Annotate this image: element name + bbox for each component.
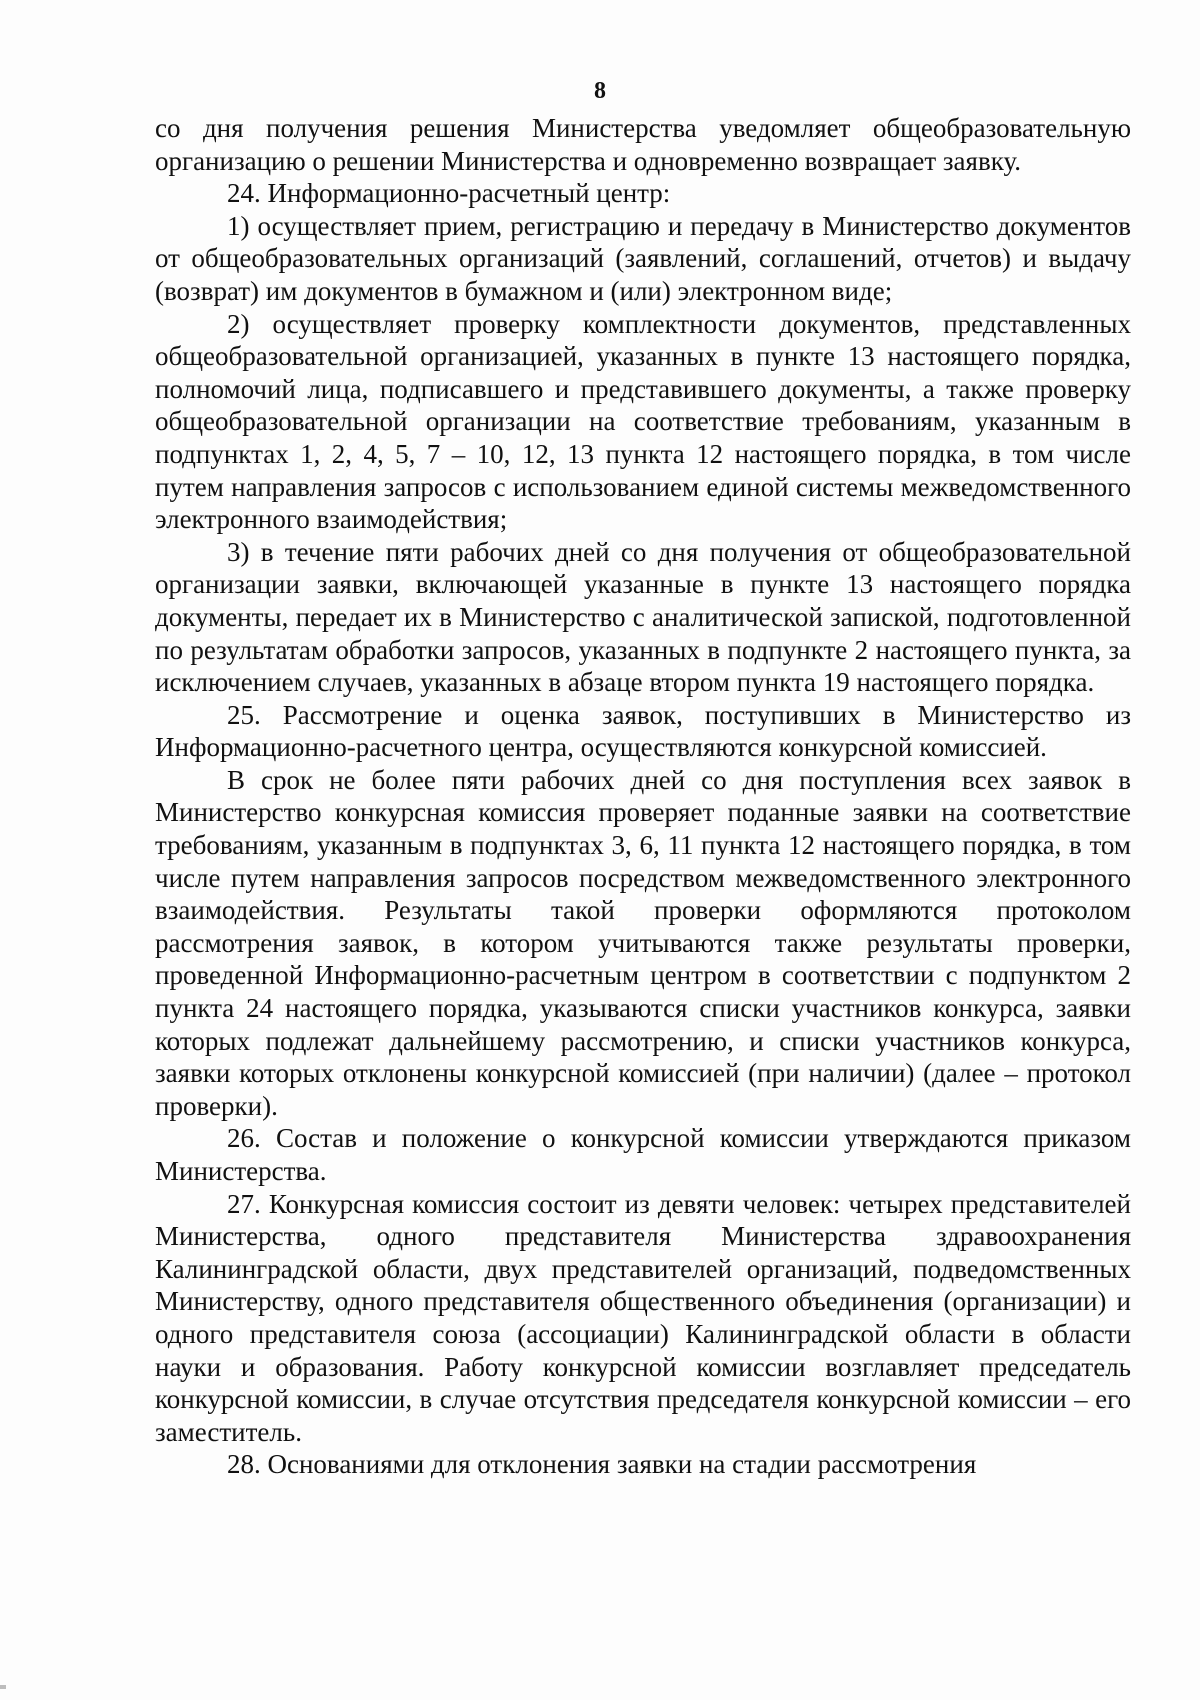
scan-artifact	[0, 1685, 6, 1689]
paragraph-item-25: 25. Рассмотрение и оценка заявок, поступивших в Министерство из Информационно-расчетного центра, осуществляются конкурсной комиссией.	[155, 699, 1131, 763]
paragraph-review-deadline: В срок не более пяти рабочих дней со дня поступления всех заявок в Министерство конкурсная комиссия проверяет поданные заявки на соответствие требованиям, указанным в подпунктах 3, 6, 11 пункта 12 настоящего порядка, в том числе путем направления запросов посредством межведомственного электронного взаимодействия. Результаты такой проверки оформляются протоколом рассмотрения заявок, в котором учитываются также результаты проверки, проведенной Информационно-расчетным центром в соответствии с подпунктом 2 пункта 24 настоящего порядка, указываются списки участников конкурса, заявки которых подлежат дальнейшему рассмотрению, и списки участников конкурса, заявки которых отклонены конкурсной комиссией (при наличии) (далее – протокол проверки).	[155, 764, 1131, 1121]
paragraph-continuation: со дня получения решения Министерства уведомляет общеобразовательную организацию о решении Министерства и одновременно возвращает заявку.	[155, 113, 1131, 176]
paragraph-item-24: 24. Информационно-расчетный центр:	[227, 178, 671, 209]
paragraph-item-26: 26. Состав и положение о конкурсной комиссии утверждаются приказом Министерства.	[155, 1123, 1131, 1186]
paragraph-item-28: 28. Основаниями для отклонения заявки на стадии рассмотрения	[227, 1449, 977, 1480]
paragraph-subitem-1: 1) осуществляет прием, регистрацию и передачу в Министерство документов от общеобразовательных организаций (заявлений, соглашений, отчетов) и выдачу (возврат) им документов в бумажном и (или) электронном виде;	[155, 210, 1131, 306]
paragraph-subitem-3: 3) в течение пяти рабочих дней со дня получения от общеобразовательной организации заявки, включающей указанные в пункте 13 настоящего порядка документы, передает их в Министерство с аналитической запиской, подготовленной по результатам обработки запросов, указанных в подпункте 2 настоящего пункта, за исключением случаев, указанных в абзаце втором пункта 19 настоящего порядка.	[155, 536, 1131, 698]
paragraph-item-27: 27. Конкурсная комиссия состоит из девяти человек: четырех представителей Министерства, одного представителя Министерства здравоохранения Калининградской области, двух представителей организаций, подведомственных Министерству, одного представителя общественного объединения (организации) и одного представителя союза (ассоциации) Калининградской области в области науки и образования. Работу конкурсной комиссии возглавляет председатель конкурсной комиссии, в случае отсутствия председателя конкурсной комиссии – его заместитель.	[155, 1188, 1131, 1447]
page-number: 8	[594, 78, 606, 104]
paragraph-subitem-2: 2) осуществляет проверку комплектности документов, представленных общеобразовательной организацией, указанных в пункте 13 настоящего порядка, полномочий лица, подписавшего и представившего документы, а также проверку общеобразовательной организации на соответствие требованиям, указанным в подпунктах 1, 2, 4, 5, 7 – 10, 12, 13 пункта 12 настоящего порядка, в том числе путем направления запросов с использованием единой системы межведомственного электронного взаимодействия;	[155, 308, 1131, 535]
document-body	[155, 112, 1131, 1481]
